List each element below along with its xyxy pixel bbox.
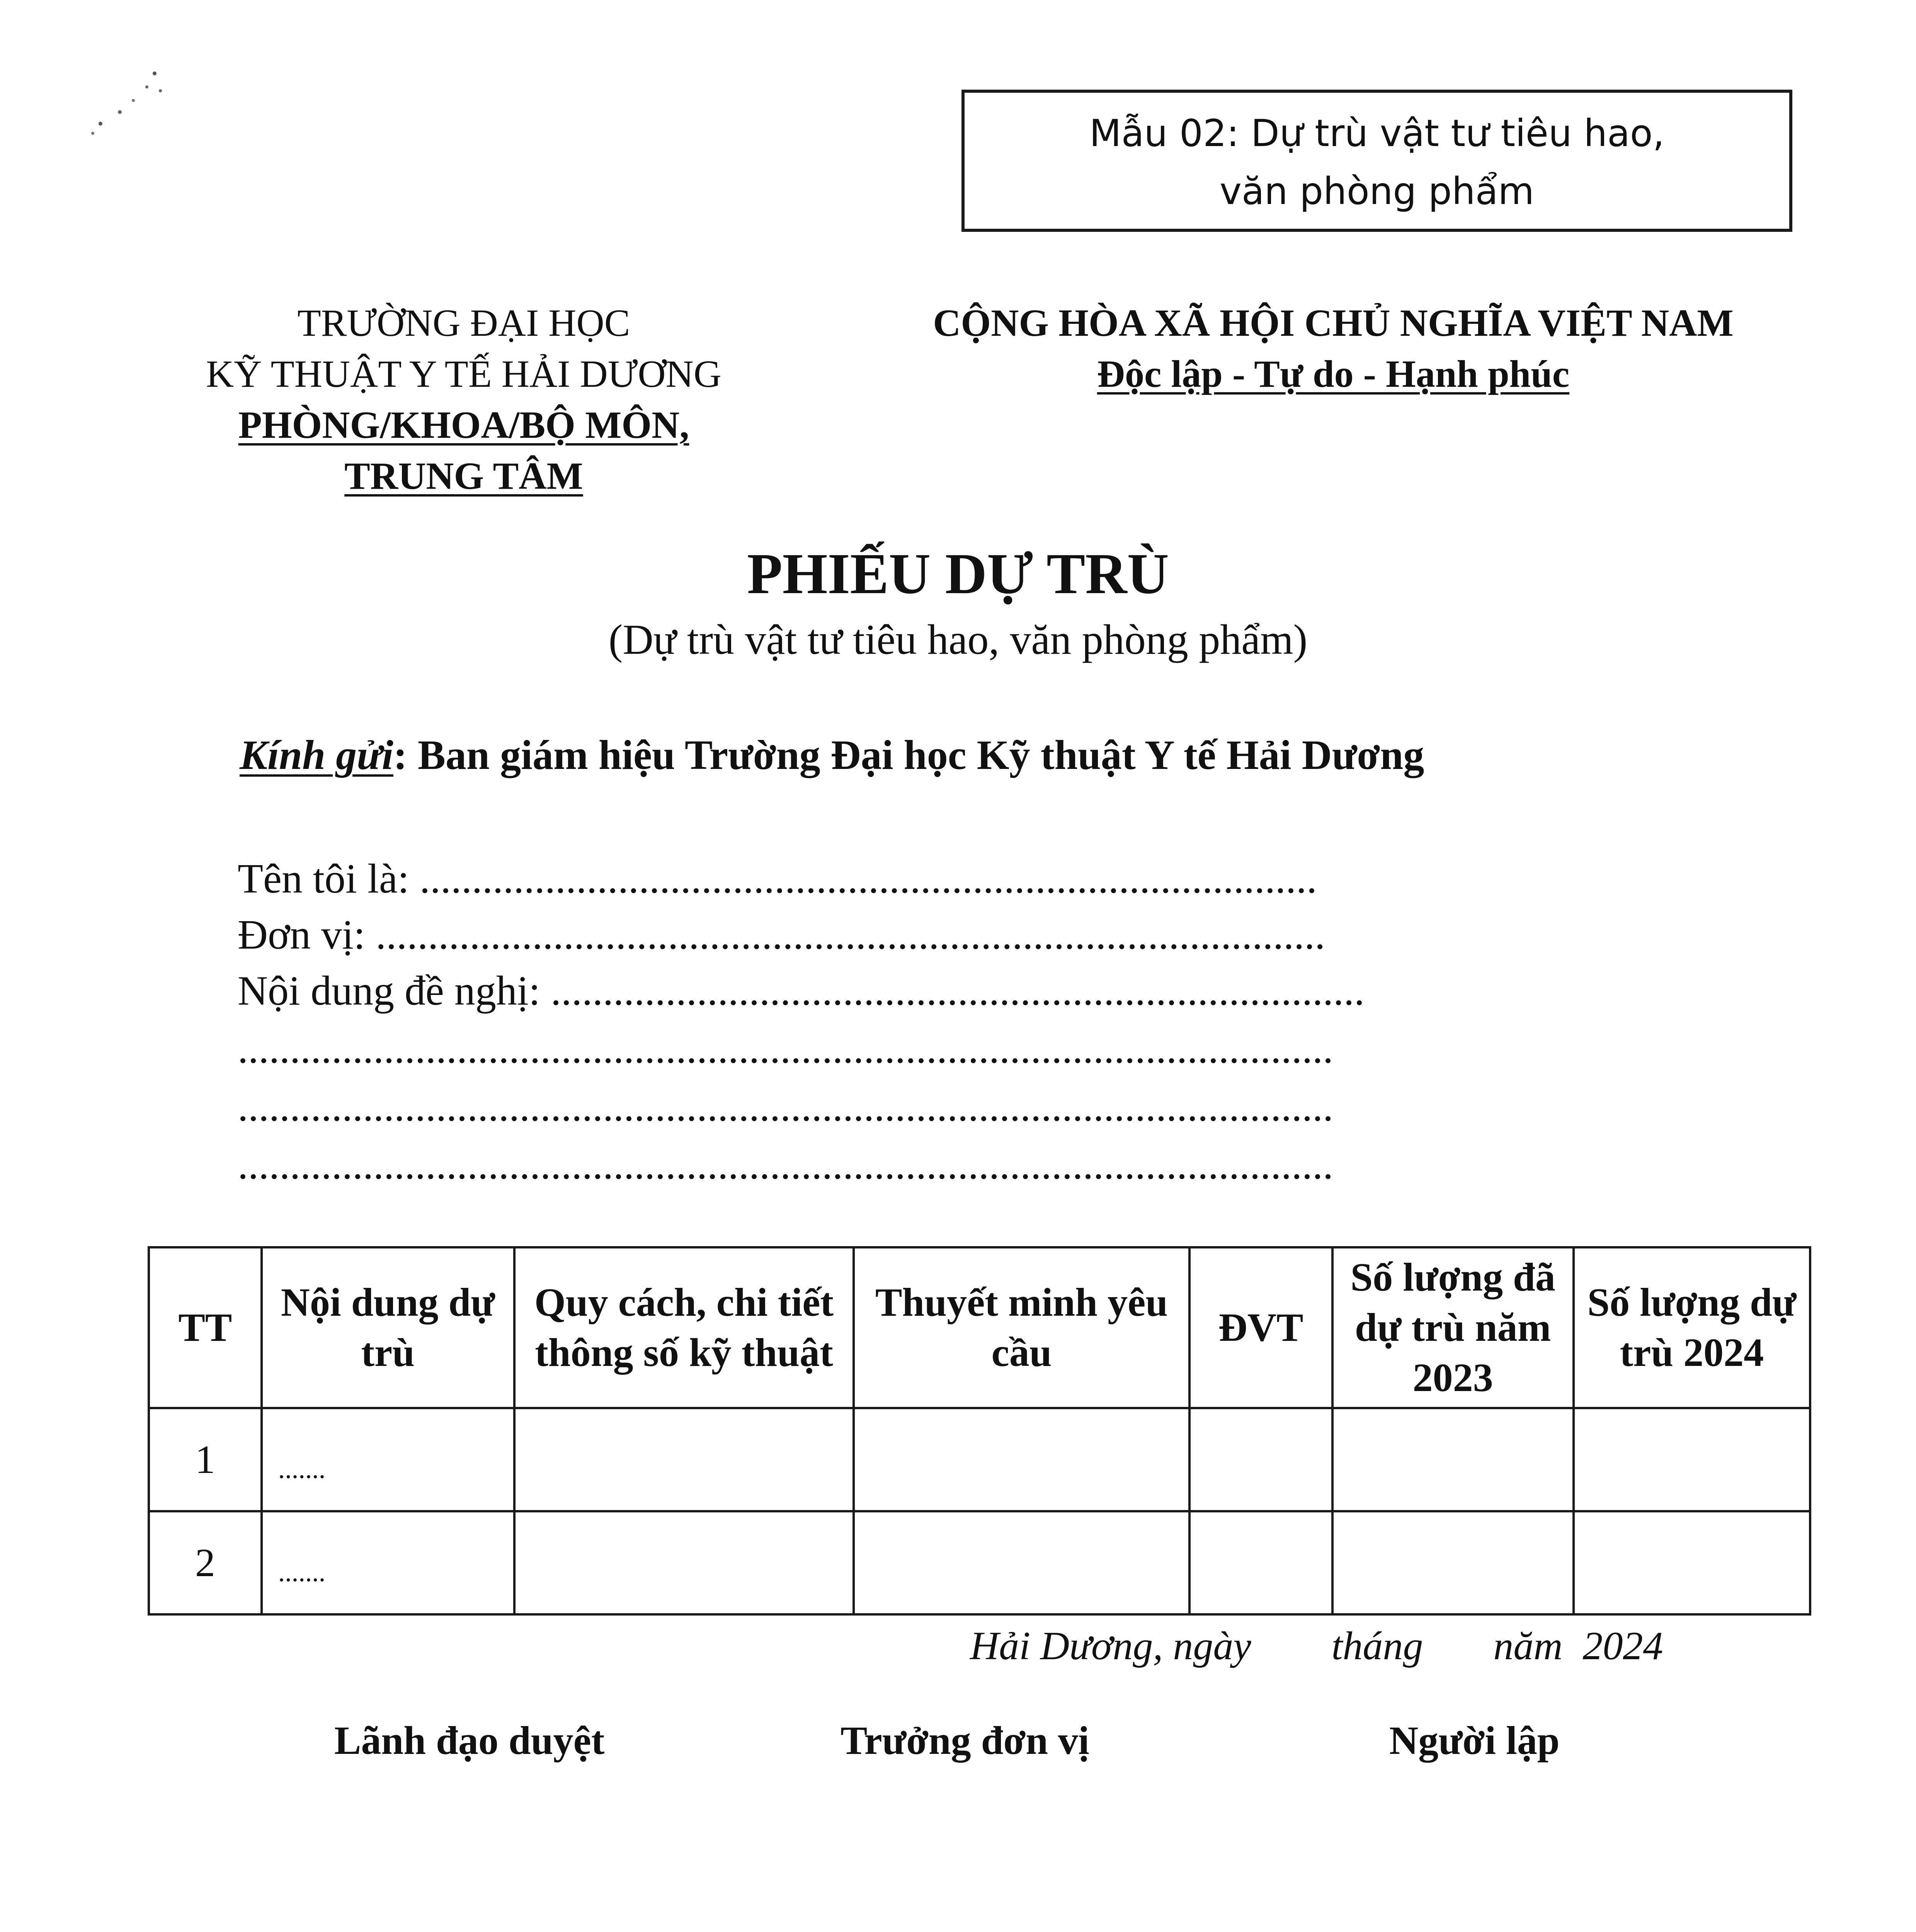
row-specification-cell[interactable] <box>514 1408 854 1511</box>
addressee-text: : Ban giám hiệu Trường Đại học Kỹ thuật Y tế Hải Dương <box>393 732 1424 778</box>
row-explanation-cell[interactable] <box>854 1511 1189 1614</box>
table-row <box>149 1408 1810 1511</box>
national-motto: Độc lập - Tự do - Hạnh phúc <box>1097 352 1570 395</box>
table-row <box>149 1511 1810 1614</box>
country-name: CỘNG HÒA XÃ HỘI CHỦ NGHĨA VIỆT NAM <box>933 301 1734 344</box>
request-content-continuation-1[interactable]: ......................................................................................................... <box>238 1026 1333 1072</box>
document-subtitle: (Dự trù vật tư tiêu hao, văn phòng phẩm) <box>608 616 1308 663</box>
department-line-2: TRUNG TÂM <box>344 454 583 497</box>
institution-header <box>128 298 800 502</box>
form-label-line-2: văn phòng phẩm <box>1220 170 1534 213</box>
place-date-line: Hải Dương, ngày tháng năm 2024 <box>970 1624 1663 1668</box>
column-header-qty-2024: Số lượng dự trù 2024 <box>1574 1247 1810 1408</box>
row-qty-2023-cell[interactable] <box>1332 1408 1574 1511</box>
row-content-cell[interactable]: ....... <box>262 1511 514 1614</box>
approver-signature-label: Lãnh đạo duyệt <box>334 1718 605 1763</box>
request-table <box>148 1246 1811 1616</box>
row-number: 1 <box>149 1408 262 1511</box>
scan-specks <box>77 66 185 143</box>
preparer-signature-label: Người lập <box>1389 1718 1560 1763</box>
column-header-specification: Quy cách, chi tiết thông số kỹ thuật <box>514 1247 854 1408</box>
unit-field[interactable]: Đơn vị: ........................................................................................... <box>238 912 1326 958</box>
institution-name-line-1: TRƯỜNG ĐẠI HỌC <box>297 301 630 344</box>
addressee-label: Kính gửi <box>240 732 393 778</box>
row-number: 2 <box>149 1511 262 1614</box>
department-line-1: PHÒNG/KHOA/BỘ MÔN, <box>238 403 689 446</box>
column-header-unit: ĐVT <box>1189 1247 1332 1408</box>
request-content-continuation-3[interactable]: ......................................................................................................... <box>238 1142 1333 1188</box>
column-header-content: Nội dung dự trù <box>262 1247 514 1408</box>
column-header-qty-2023: Số lượng đã dự trù năm 2023 <box>1332 1247 1574 1408</box>
row-content-cell[interactable]: ....... <box>262 1408 514 1511</box>
form-template-label <box>961 90 1792 232</box>
row-specification-cell[interactable] <box>514 1511 854 1614</box>
column-header-tt: TT <box>149 1247 262 1408</box>
request-content-field[interactable]: Nội dung đề nghị: .............................................................................. <box>238 968 1365 1014</box>
table-header-row <box>149 1247 1810 1408</box>
row-unit-cell[interactable] <box>1189 1511 1332 1614</box>
addressee-line <box>240 726 1863 784</box>
row-qty-2024-cell[interactable] <box>1574 1511 1810 1614</box>
column-header-explanation: Thuyết minh yêu cầu <box>854 1247 1189 1408</box>
institution-name-line-2: KỸ THUẬT Y TẾ HẢI DƯƠNG <box>206 352 721 395</box>
row-qty-2023-cell[interactable] <box>1332 1511 1574 1614</box>
row-unit-cell[interactable] <box>1189 1408 1332 1511</box>
unit-head-signature-label: Trưởng đơn vị <box>841 1718 1089 1763</box>
document-title: PHIẾU DỰ TRÙ <box>747 542 1169 606</box>
name-field[interactable]: Tên tôi là: ...................................................................................... <box>238 856 1317 902</box>
national-header <box>866 298 1801 400</box>
form-label-line-1: Mẫu 02: Dự trù vật tư tiêu hao, <box>1089 112 1665 155</box>
row-qty-2024-cell[interactable] <box>1574 1408 1810 1511</box>
row-explanation-cell[interactable] <box>854 1408 1189 1511</box>
request-content-continuation-2[interactable]: ......................................................................................................... <box>238 1084 1333 1130</box>
